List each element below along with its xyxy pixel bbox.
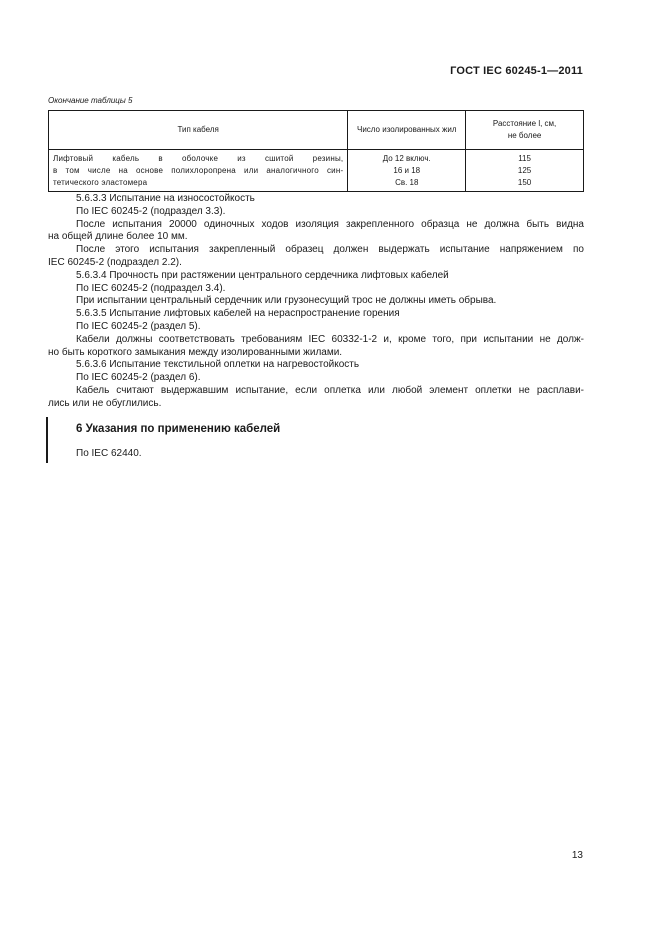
distance-value: 115 xyxy=(518,154,531,163)
cell-cable-type xyxy=(49,150,348,192)
distance-value: 125 xyxy=(517,166,532,175)
table-header-row xyxy=(49,111,584,150)
paragraph-clause-5634: 5.6.3.4 Прочность при растяжении центрального сердечника лифтовых кабелей xyxy=(76,269,449,281)
section-title: 6 Указания по применению кабелей xyxy=(76,423,281,435)
cable-type-line: Лифтовый кабель в оболочке из сшитой резины, xyxy=(53,154,344,163)
change-bar xyxy=(46,417,48,463)
core-count-value: 16 и 18 xyxy=(393,166,421,175)
paragraph: По IEC 60245-2 (подраздел 3.3). xyxy=(76,205,226,217)
paragraph: После этого испытания закрепленный образец должен выдержать испытание напряжением по IEC 60245-2 (подраздел 2.2). xyxy=(48,244,584,268)
paragraph-clause-5633: 5.6.3.3 Испытание на износостойкость xyxy=(76,193,255,204)
core-count-value: Св. 18 xyxy=(395,178,419,187)
cable-type-line: в том числе на основе полихлоропрена или аналогичного син- xyxy=(53,166,344,175)
paragraph-clause-5636: 5.6.3.6 Испытание текстильной оплетки на нагревостойкость xyxy=(76,359,360,371)
paragraph: По IEC 60245-2 (подраздел 3.4). xyxy=(76,282,226,294)
paragraph-clause-5635: 5.6.3.5 Испытание лифтовых кабелей на нераспространение горения xyxy=(76,308,400,320)
header-distance-line1: Расстояние l, см, xyxy=(492,119,557,128)
core-count-value: До 12 включ. xyxy=(382,154,431,163)
header-distance-line2: не более xyxy=(507,131,542,140)
header-core-count: Число изолированных жил xyxy=(348,111,466,150)
paragraph: После испытания 20000 одиночных ходов изоляция закрепленного образца не должна быть видна на общей длине более 10 мм. xyxy=(48,218,584,243)
paragraph: Кабели должны соответствовать требованиям IEC 60332-1-2 и, кроме того, при испытании не долж- но быть короткого замыкания между изолированными жилами. xyxy=(48,333,584,358)
cell-core-count xyxy=(348,150,466,192)
table-caption: Окончание таблицы 5 xyxy=(48,96,133,105)
paragraph: При испытании центральный сердечник или грузонесущий трос не должны иметь обрыва. xyxy=(76,295,497,307)
distance-value: 150 xyxy=(517,178,532,187)
header-distance xyxy=(466,111,584,150)
header-cable-type: Тип кабеля xyxy=(49,111,348,150)
cable-table xyxy=(48,110,584,192)
cable-type-line: тетического эластомера xyxy=(53,178,148,187)
cell-distance xyxy=(466,150,584,192)
table-row xyxy=(49,150,584,192)
paragraph: По IEC 60245-2 (раздел 6). xyxy=(76,372,201,384)
body-text xyxy=(48,193,584,411)
paragraph: Кабель считают выдержавшим испытание, если оплетка или любой элемент оплетки не расплави- лись или не обуглились. xyxy=(48,384,584,409)
paragraph: По IEC 60245-2 (раздел 5). xyxy=(76,320,201,332)
document-header: ГОСТ IEC 60245-1—2011 xyxy=(450,65,583,77)
section-text: По IEC 62440. xyxy=(76,448,142,459)
page-number: 13 xyxy=(571,850,583,861)
